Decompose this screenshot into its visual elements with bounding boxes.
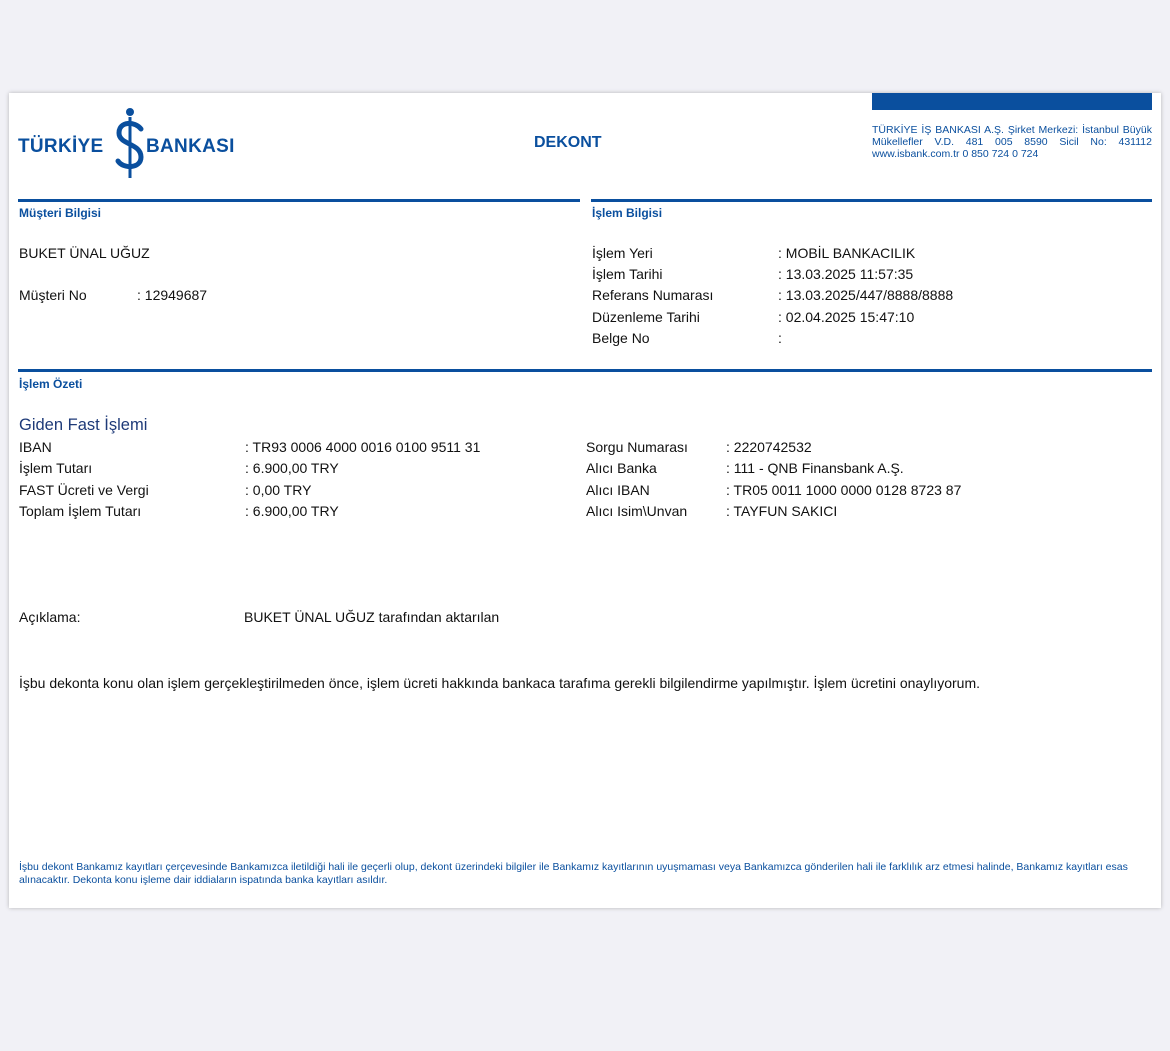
transaction-value: : 13.03.2025/447/8888/8888 xyxy=(778,287,954,303)
transaction-section-rule xyxy=(591,199,1152,202)
summary-label: Sorgu Numarası xyxy=(586,439,688,455)
summary-value: : 6.900,00 TRY xyxy=(245,460,339,476)
summary-section-rule xyxy=(18,369,1152,372)
transaction-label: Referans Numarası xyxy=(592,287,714,303)
transaction-label: Belge No xyxy=(592,330,650,346)
summary-label: İşlem Tutarı xyxy=(19,460,93,476)
document-title: DEKONT xyxy=(534,134,602,151)
summary-subtitle: Giden Fast İşlemi xyxy=(19,416,148,434)
summary-value: : 6.900,00 TRY xyxy=(245,503,339,519)
legal-footer: İşbu dekont Bankamız kayıtları çerçevesinde Bankamızca iletildiği hali ile geçerli olup, dekont üzerindeki bilgiler ile Bankamız kayıtlarının uyuşmaması veya Bankamızca gönderilen hali ile farklılık arz etmesi halinde, Bankamız kayıtları esas alınacaktır. Dekonta konu işleme dair iddiaların ispatında banka kayıtları asıldır. xyxy=(19,861,1128,886)
description-label: Açıklama: xyxy=(19,609,81,625)
summary-label: Alıcı IBAN xyxy=(586,482,650,498)
logo-text-left: TÜRKİYE xyxy=(18,136,104,157)
consent-statement: İşbu dekonta konu olan işlem gerçekleştirilmeden önce, işlem ücreti hakkında bankaca tarafıma gerekli bilgilendirme yapılmıştır. İşlem ücretini onaylıyorum. xyxy=(19,675,981,691)
transaction-label: İşlem Tarihi xyxy=(592,266,663,282)
customer-no-value: : 12949687 xyxy=(137,287,208,303)
transaction-label: Düzenleme Tarihi xyxy=(592,309,700,325)
bank-info: TÜRKİYE İŞ BANKASI A.Ş. Şirket Merkezi: İstanbul Büyük Mükellefler V.D. 481 005 8590 Sicil No: 431112 www.isbank.com.tr 0 850 724 0 724 xyxy=(872,124,1152,160)
customer-no-label: Müşteri No xyxy=(19,287,87,303)
header-accent-bar xyxy=(872,93,1152,110)
summary-label: Alıcı Isim\Unvan xyxy=(586,503,688,519)
summary-value: : TR05 0011 1000 0000 0128 8723 87 xyxy=(726,482,962,498)
summary-label: Alıcı Banka xyxy=(586,460,657,476)
summary-value: : 111 - QNB Finansbank A.Ş. xyxy=(726,460,904,476)
summary-value: : 2220742532 xyxy=(726,439,812,455)
summary-value: : TR93 0006 4000 0016 0100 9511 31 xyxy=(245,439,481,455)
transaction-value: : MOBİL BANKACILIK xyxy=(778,245,916,261)
customer-name: BUKET ÜNAL UĞUZ xyxy=(19,245,150,261)
transaction-value: : 13.03.2025 11:57:35 xyxy=(778,266,914,282)
transaction-label: İşlem Yeri xyxy=(592,245,653,261)
summary-value: : TAYFUN SAKICI xyxy=(726,503,838,519)
customer-section-rule xyxy=(18,199,580,202)
isbank-logo-icon xyxy=(113,107,147,179)
summary-label: IBAN xyxy=(19,439,52,455)
summary-value: : 0,00 TRY xyxy=(245,482,312,498)
description-value: BUKET ÜNAL UĞUZ tarafından aktarılan xyxy=(244,609,500,625)
customer-section-title: Müşteri Bilgisi xyxy=(19,206,102,220)
receipt-page xyxy=(9,93,1161,908)
summary-section-title: İşlem Özeti xyxy=(19,377,83,391)
transaction-value: : xyxy=(778,330,782,346)
transaction-value: : 02.04.2025 15:47:10 xyxy=(778,309,915,325)
logo-text-right: BANKASI xyxy=(146,136,235,157)
summary-label: Toplam İşlem Tutarı xyxy=(19,503,142,519)
summary-label: FAST Ücreti ve Vergi xyxy=(19,482,149,498)
transaction-section-title: İşlem Bilgisi xyxy=(592,206,663,220)
